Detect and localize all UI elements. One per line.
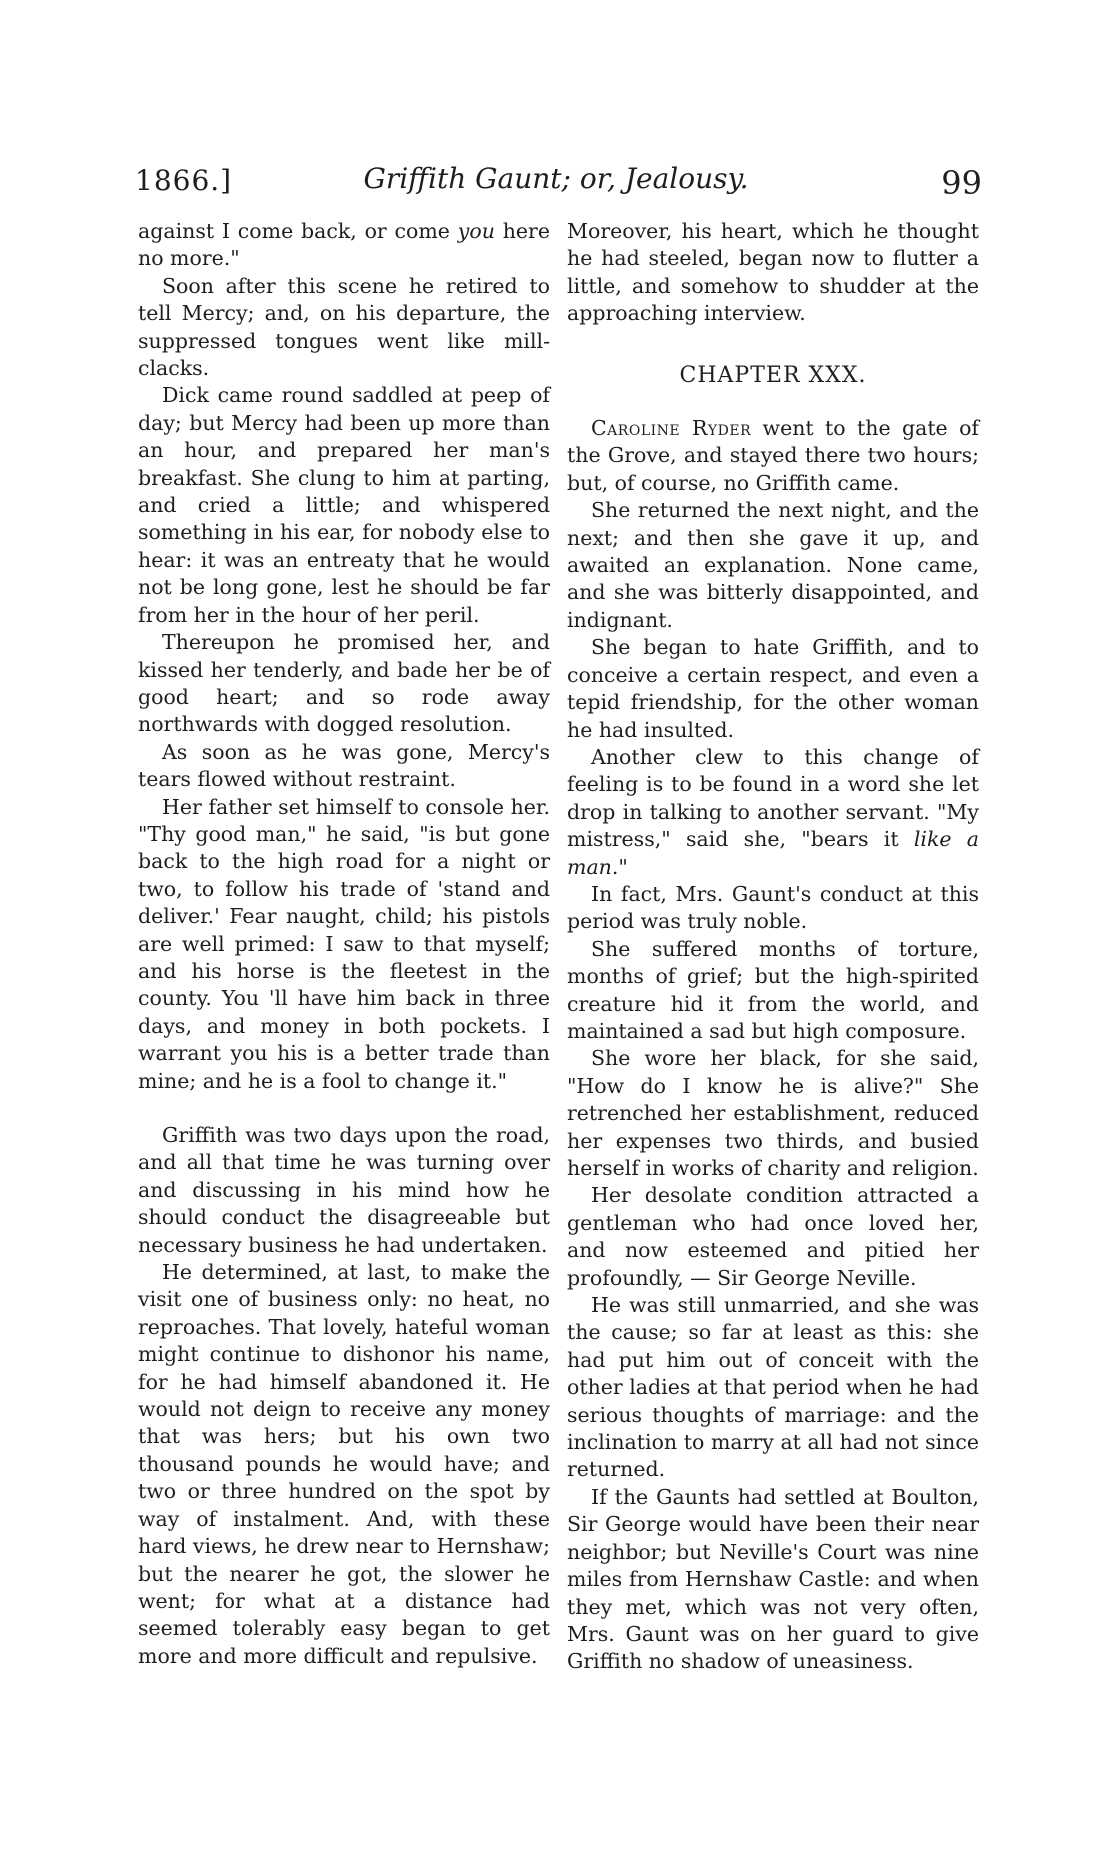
paragraph: Caroline Ryder went to the gate of the Grove, and stayed there two hours; but, of course, no Griffith came. xyxy=(567,416,980,495)
paragraph: Thereupon he promised her, and kissed her tenderly, and bade her be of good heart; and so rode away northwards with dogged resolution. xyxy=(138,630,550,737)
paragraph: If the Gaunts had settled at Boulton, Sir George would have been their near neighbor; but Neville's Court was nine miles from Hernshaw Castle: and when they met, which was not very often, Mrs. Gaunt was on her guard to give Griffith no shadow of uneasiness. xyxy=(567,1484,979,1674)
paragraph: Griffith was two days upon the road, and all that time he was turning over and discussing in his mind how he should conduct the disagreeable but necessary business he had undertaken. xyxy=(138,1123,550,1257)
page-number: 99 xyxy=(941,164,982,202)
paragraph: Moreover, his heart, which he thought he had steeled, began now to flutter a little, and somehow to shudder at the approaching interview. xyxy=(567,219,979,326)
small-caps-name: Caroline Ryder xyxy=(591,416,752,441)
paragraph: In fact, Mrs. Gaunt's conduct at this period was truly noble. xyxy=(567,881,979,934)
paragraph: As soon as he was gone, Mercy's tears flowed without restraint. xyxy=(138,739,550,792)
right-column xyxy=(567,218,979,1676)
chapter-heading: CHAPTER XXX. xyxy=(679,362,867,388)
paragraph: He determined, at last, to make the visit one of business only: no heat, no reproaches. That lovely, hateful woman might continue to dishonor his name, for he had himself abandoned it. He would not deign to receive any money that was hers; but his own two thousand pounds he would have; and two or three hundred on the spot by way of instalment. And, with these hard views, he drew near to Hernshaw; but the nearer he got, the slower he went; for what at a distance had seemed tolerably easy began to get more and more difficult and repulsive. xyxy=(138,1260,550,1668)
paragraph: Soon after this scene he retired to tell Mercy; and, on his departure, the suppressed tongues went like mill-clacks. xyxy=(138,273,550,381)
paragraph: against I come back, or come you here no more." xyxy=(138,219,550,271)
header-year: 1866.] xyxy=(135,164,233,197)
running-header xyxy=(0,158,1112,208)
header-title: Griffith Gaunt; or, Jealousy. xyxy=(363,162,749,195)
paragraph: Another clew to this change of feeling is to be found in a word she let drop in talking to another servant. "My mistress," said she, "bears it like a man." xyxy=(567,744,980,879)
left-column xyxy=(138,218,550,1670)
paragraph: She suffered months of torture, months of grief; but the high-spirited creature hid it from the world, and maintained a sad but high composure. xyxy=(567,936,979,1043)
paragraph: Her desolate condition attracted a gentleman who had once loved her, and now esteemed and pitied her profoundly, — Sir George Neville. xyxy=(567,1183,979,1290)
paragraph: He was still unmarried, and she was the cause; so far at least as this: she had put him out of conceit with the other ladies at that period when he had serious thoughts of marriage: and the inclination to marry at all had not since returned. xyxy=(567,1293,979,1482)
paragraph: Dick came round saddled at peep of day; but Mercy had been up more than an hour, and prepared her man's breakfast. She clung to him at parting, and cried a little; and whispered something in his ear, for nobody else to hear: it was an entreaty that he would not be long gone, lest he should be far from her in the hour of her peril. xyxy=(138,383,550,627)
paragraph: She wore her black, for she said, "How do I know he is alive?" She retrenched her establishment, reduced her expenses two thirds, and busied herself in works of charity and religion. xyxy=(567,1046,979,1180)
paragraph: She returned the next night, and the next; and then she gave it up, and awaited an explanation. None came, and she was bitterly disappointed, and indignant. xyxy=(567,498,979,632)
paragraph: Her father set himself to console her. "Thy good man," he said, "is but gone back to the high road for a night or two, to follow his trade of 'stand and deliver.' Fear naught, child; his pistols are well primed: I saw to that myself; and his horse is the fleetest in the county. You 'll have him back in three days, and money in both pockets. I warrant you his is a better trade than mine; and he is a fool to change it." xyxy=(138,794,550,1093)
paragraph: She began to hate Griffith, and to conceive a certain respect, and even a tepid friendship, for the other woman he had insulted. xyxy=(567,635,979,742)
